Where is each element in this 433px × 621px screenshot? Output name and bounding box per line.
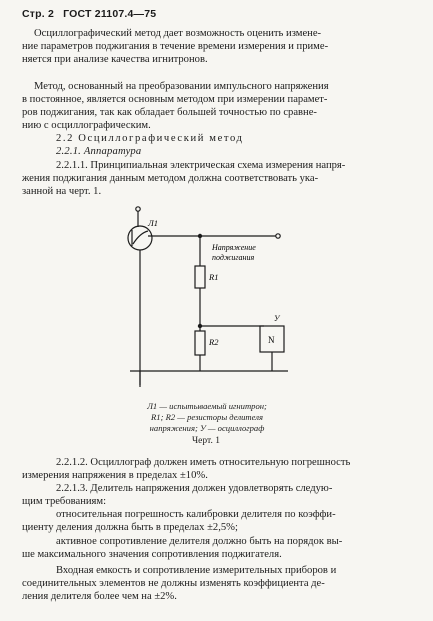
text-line: измерения напряжения в пределах ±10%.: [22, 470, 208, 481]
r1-label: R1: [209, 272, 219, 282]
standard-number: ГОСТ 21107.4—75: [63, 8, 157, 20]
page-header: [22, 8, 162, 20]
legend-line: R1; R2 — резисторы делителя: [151, 412, 263, 422]
item-2-2-1-2: [22, 456, 406, 482]
pulse-method-paragraph: [22, 80, 406, 132]
text-line: соединительных элементов не должны изменять коэффициента де-: [22, 578, 325, 589]
scope-label: У: [274, 314, 280, 323]
text-line: нию с осциллографическим.: [22, 120, 151, 131]
text-line: жения поджигания данным методом должна соответствовать ука-: [22, 173, 319, 184]
section-heading: 2.2 Осциллографический метод: [56, 133, 244, 144]
figure-legend: [128, 401, 286, 434]
text-line: 2.2.1.1. Принципиальная электрическая схема измерения напря-: [56, 160, 346, 171]
text-line: ше максимального значения сопротивления поджигателя.: [22, 549, 282, 560]
scope-symbol: N: [268, 335, 275, 345]
resistor-r2: [195, 331, 205, 355]
text-line: ров поджигания, так как обладает большей точностью по сравне-: [22, 107, 317, 118]
legend-line: Л1 — испытываемый игнитрон;: [147, 401, 267, 411]
figure-caption: Черт. 1: [192, 436, 220, 446]
calibration-paragraph: [22, 508, 406, 534]
input-capacitance-paragraph: [22, 564, 406, 603]
output-terminal: [276, 234, 280, 238]
item-2-2-1-1: [22, 159, 406, 198]
text-line: Метод, основанный на преобразовании импульсного напряжения: [34, 81, 329, 92]
text-line: относительная погрешность калибровки делителя по коэффи-: [56, 509, 336, 520]
text-line: Входная емкость и сопротивление измерительных приборов и: [56, 565, 337, 576]
text-line: ления делителя более чем на ±2%.: [22, 591, 177, 602]
intro-paragraph: [22, 27, 406, 66]
circuit-diagram: [0, 195, 433, 405]
text-line: занной на черт. 1.: [22, 186, 102, 197]
item-2-2-1-3: [22, 482, 406, 508]
resistor-r1: [195, 266, 205, 288]
text-line: 2.2.1.2. Осциллограф должен иметь относительную погрешность: [56, 457, 351, 468]
text-line: в постоянное, является основным методом при измерении парамет-: [22, 94, 328, 105]
text-line: Осциллографический метод дает возможность оценить измене-: [34, 28, 322, 39]
legend-line: напряжения; У — осциллограф: [149, 423, 265, 433]
text-line: ние параметров поджигания в течение времени измерения и приме-: [22, 41, 329, 52]
text-line: циенту деления должна быть в пределах ±2,5%;: [22, 522, 238, 533]
voltage-label-1: Напряжение: [212, 243, 256, 252]
voltage-label-2: поджигания: [212, 253, 255, 262]
r2-label: R2: [209, 337, 219, 347]
active-resistance-paragraph: [22, 535, 406, 561]
subsection-heading: 2.2.1. Аппаратура: [56, 146, 142, 157]
page-label: Стр. 2: [22, 8, 55, 20]
lamp-label: Л1: [148, 218, 159, 228]
text-line: активное сопротивление делителя должно быть на порядок вы-: [56, 536, 343, 547]
text-line: 2.2.1.3. Делитель напряжения должен удовлетворять следую-: [56, 483, 333, 494]
text-line: няется при анализе качества игнитронов.: [22, 54, 208, 65]
input-terminal: [136, 207, 140, 211]
text-line: щим требованиям:: [22, 496, 107, 507]
